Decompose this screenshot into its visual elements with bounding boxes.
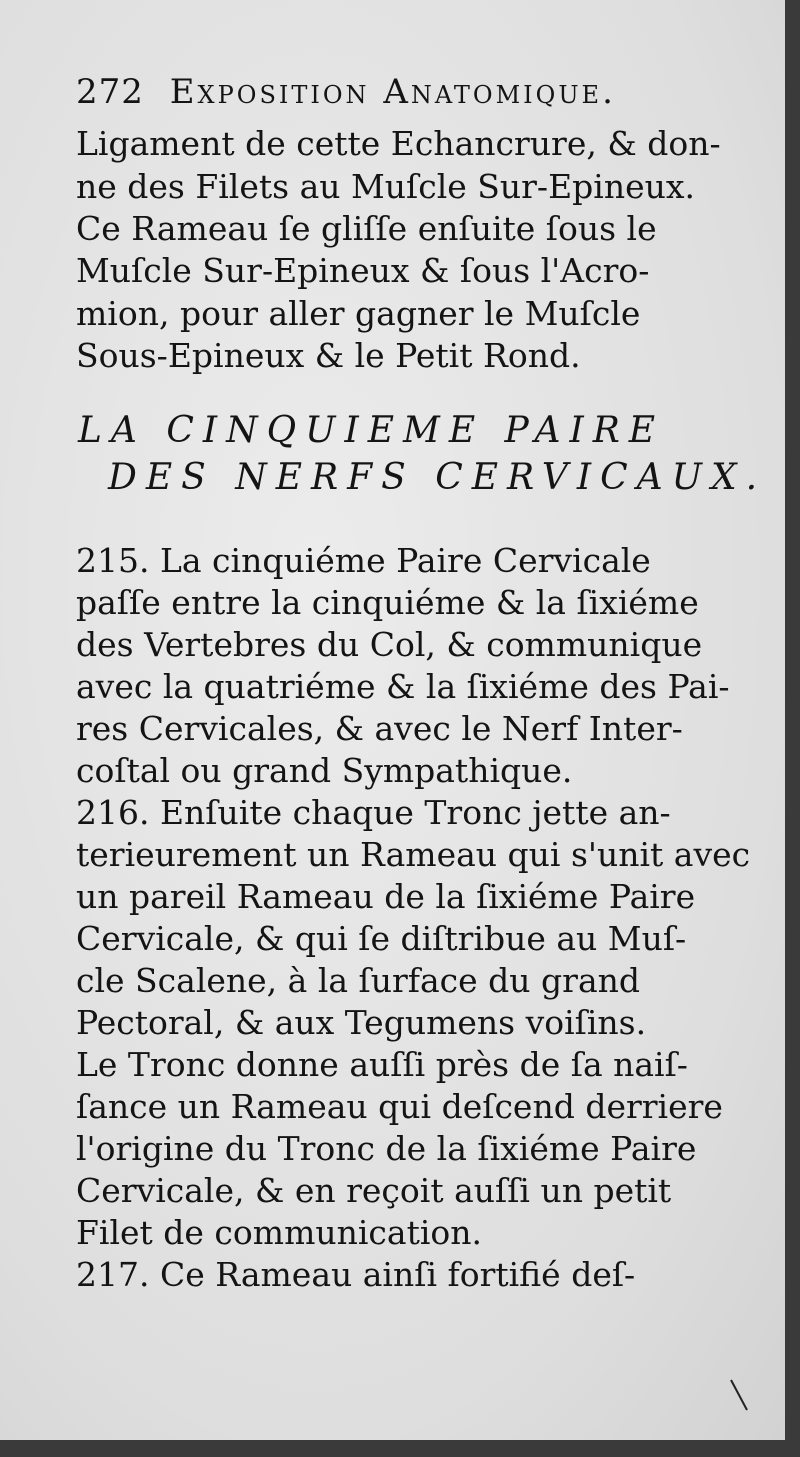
ink-mark bbox=[730, 1380, 748, 1411]
page-edge-shadow bbox=[785, 0, 800, 1457]
text-line: Cervicale, & en reçoit auſſi un petit bbox=[76, 1171, 672, 1210]
text-line: des Vertebres du Col, & communique bbox=[76, 625, 703, 664]
text-line: Muſcle Sur-Epineux & ſous l'Acro- bbox=[76, 251, 650, 290]
text-line: Sous-Epineux & le Petit Rond. bbox=[76, 336, 581, 375]
page-number: 272 bbox=[76, 72, 144, 112]
section-heading-line-1: LA CINQUIEME PAIRE bbox=[78, 410, 665, 451]
text-line: 217. Ce Rameau ainſi fortifié deſ- bbox=[76, 1255, 636, 1294]
text-line: Ce Rameau ſe gliſſe enſuite ſous le bbox=[76, 209, 657, 248]
text-line: ne des Filets au Muſcle Sur-Epineux. bbox=[76, 167, 695, 206]
text-line: cle Scalene, à la ſurface du grand bbox=[76, 961, 640, 1000]
text-line: Le Tronc donne auſſi près de ſa naiſ- bbox=[76, 1045, 688, 1084]
text-line: 215. La cinquiéme Paire Cervicale bbox=[76, 541, 651, 580]
text-line: res Cervicales, & avec le Nerf Inter- bbox=[76, 709, 683, 748]
text-line: paſſe entre la cinquiéme & la ſixiéme bbox=[76, 583, 699, 622]
text-line: coſtal ou grand Sympathique. bbox=[76, 751, 573, 790]
text-line: mion, pour aller gagner le Muſcle bbox=[76, 294, 641, 333]
text-line: Ligament de cette Echancrure, & don- bbox=[76, 124, 721, 163]
text-line: 216. Enſuite chaque Tronc jette an- bbox=[76, 793, 671, 832]
section-heading-line-2: DES NERFS CERVICAUX. bbox=[108, 457, 767, 498]
text-line: terieurement un Rameau qui s'unit avec bbox=[76, 835, 751, 874]
text-line: Pectoral, & aux Tegumens voiſins. bbox=[76, 1003, 647, 1042]
page-edge-shadow bbox=[0, 1440, 800, 1457]
running-title: Exposition Anatomique. bbox=[169, 72, 616, 112]
text-line: Cervicale, & qui ſe diſtribue au Muſ- bbox=[76, 919, 687, 958]
text-line: avec la quatriéme & la ſixiéme des Pai- bbox=[76, 667, 730, 706]
running-header bbox=[76, 72, 616, 112]
text-line: un pareil Rameau de la ſixiéme Paire bbox=[76, 877, 696, 916]
text-line: ſance un Rameau qui deſcend derriere bbox=[76, 1087, 723, 1126]
text-line: Filet de communication. bbox=[76, 1213, 483, 1252]
text-line: l'origine du Tronc de la ſixiéme Paire bbox=[76, 1129, 697, 1168]
